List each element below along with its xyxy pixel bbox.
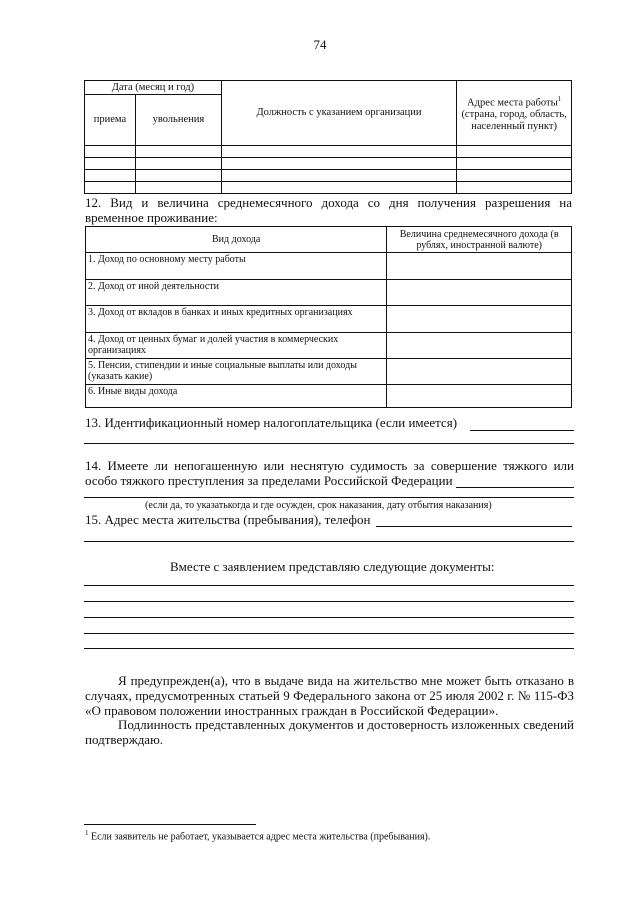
table-row [85, 170, 572, 182]
income-type-header: Вид дохода [86, 227, 387, 253]
income-amount-cell[interactable] [387, 333, 572, 359]
table-cell[interactable] [221, 158, 456, 170]
table-row [86, 385, 572, 408]
fired-header: увольнения [135, 95, 221, 146]
conviction-input-line[interactable] [456, 487, 574, 488]
income-table [85, 226, 572, 408]
address-input-line-2[interactable] [84, 541, 574, 542]
footnote-mark: 1 [85, 829, 89, 837]
table-row [85, 182, 572, 194]
income-row-label: 4. Доход от ценных бумаг и долей участия в коммерческих организациях [86, 333, 387, 359]
confirmation-line2: подтверждаю. [85, 732, 164, 747]
income-row-label: 3. Доход от вкладов в банках и иных кредитных организациях [86, 306, 387, 333]
q14-line1: 14. Имеете ли непогашенную или неснятую судимость за совершение тяжкого или [85, 458, 574, 473]
work-history-table [84, 80, 572, 194]
income-row-label: 1. Доход по основному месту работы [86, 253, 387, 280]
table-row [86, 280, 572, 306]
income-row-label: 5. Пенсии, стипендии и иные социальные выплаты или доходы (указать какие) [86, 359, 387, 385]
q14-line2: особо тяжкого преступления за пределами Российской Федерации [85, 473, 453, 488]
table-cell[interactable] [221, 170, 456, 182]
documents-heading: Вместе с заявлением представляю следующие документы: [170, 559, 495, 574]
warning-line2: случаях, предусмотренных статьей 9 Федерального закона от 25 июля 2002 г. № 115-ФЗ [85, 688, 574, 703]
table-row [86, 253, 572, 280]
documents-input-line[interactable] [84, 617, 574, 618]
table-cell[interactable] [85, 170, 136, 182]
work-address-detail: (страна, город, область, населенный пункт) [461, 109, 567, 133]
table-row [86, 333, 572, 359]
table-cell[interactable] [457, 170, 572, 182]
q12-line1: 12. Вид и величина среднемесячного дохода со дня получения разрешения на [85, 195, 572, 210]
position-header: Должность с указанием организации [221, 81, 456, 146]
table-row [85, 146, 572, 158]
date-header: Дата (месяц и год) [85, 81, 222, 95]
q13-label: 13. Идентификационный номер налогоплательщика (если имеется) [85, 415, 458, 430]
q14-hint: (если да, то указатькогда и где осужден, срок наказания, дату отбытия наказания) [145, 500, 492, 511]
income-row-label: 6. Иные виды дохода [86, 385, 387, 408]
table-cell[interactable] [135, 182, 221, 194]
hired-header: приема [85, 95, 136, 146]
table-cell[interactable] [221, 146, 456, 158]
conviction-input-line-2[interactable] [84, 497, 574, 498]
documents-input-line[interactable] [84, 585, 574, 586]
address-input-line[interactable] [376, 526, 572, 527]
warning-line3: «О правовом положении иностранных граждан в Российской Федерации». [85, 703, 499, 718]
table-cell[interactable] [85, 158, 136, 170]
inn-input-line-2[interactable] [84, 443, 574, 444]
table-cell[interactable] [85, 182, 136, 194]
footnote-ref: 1 [557, 94, 562, 103]
table-cell[interactable] [135, 146, 221, 158]
confirmation-line1: Подлинность представленных документов и достоверность изложенных сведений [118, 717, 574, 732]
work-address-header [457, 81, 572, 146]
footnote-separator [84, 824, 256, 825]
documents-input-line[interactable] [84, 633, 574, 634]
income-amount-cell[interactable] [387, 253, 572, 280]
warning-line1: Я предупрежден(а), что в выдаче вида на жительство мне может быть отказано в [118, 673, 574, 688]
table-row [86, 359, 572, 385]
table-cell[interactable] [85, 146, 136, 158]
table-cell[interactable] [135, 158, 221, 170]
footnote-text: Если заявитель не работает, указывается адрес места жительства (пребывания). [88, 831, 431, 843]
inn-input-line[interactable] [470, 430, 574, 431]
footnote [85, 829, 430, 842]
table-cell[interactable] [135, 170, 221, 182]
work-address-title: Адрес места работы [467, 97, 558, 109]
q15-label: 15. Адрес места жительства (пребывания), телефон [85, 512, 371, 527]
table-row [85, 158, 572, 170]
table-cell[interactable] [457, 146, 572, 158]
table-cell[interactable] [457, 158, 572, 170]
income-amount-cell[interactable] [387, 306, 572, 333]
income-amount-header: Величина среднемесячного дохода (в рублях, иностранной валюте) [387, 227, 572, 253]
income-amount-cell[interactable] [387, 385, 572, 408]
documents-input-line[interactable] [84, 648, 574, 649]
income-amount-cell[interactable] [387, 359, 572, 385]
table-cell[interactable] [457, 182, 572, 194]
page-number: 74 [313, 37, 327, 52]
income-amount-cell[interactable] [387, 280, 572, 306]
table-row [86, 306, 572, 333]
documents-input-line[interactable] [84, 601, 574, 602]
table-cell[interactable] [221, 182, 456, 194]
q12-line2: временное проживание: [85, 210, 218, 225]
income-row-label: 2. Доход от иной деятельности [86, 280, 387, 306]
